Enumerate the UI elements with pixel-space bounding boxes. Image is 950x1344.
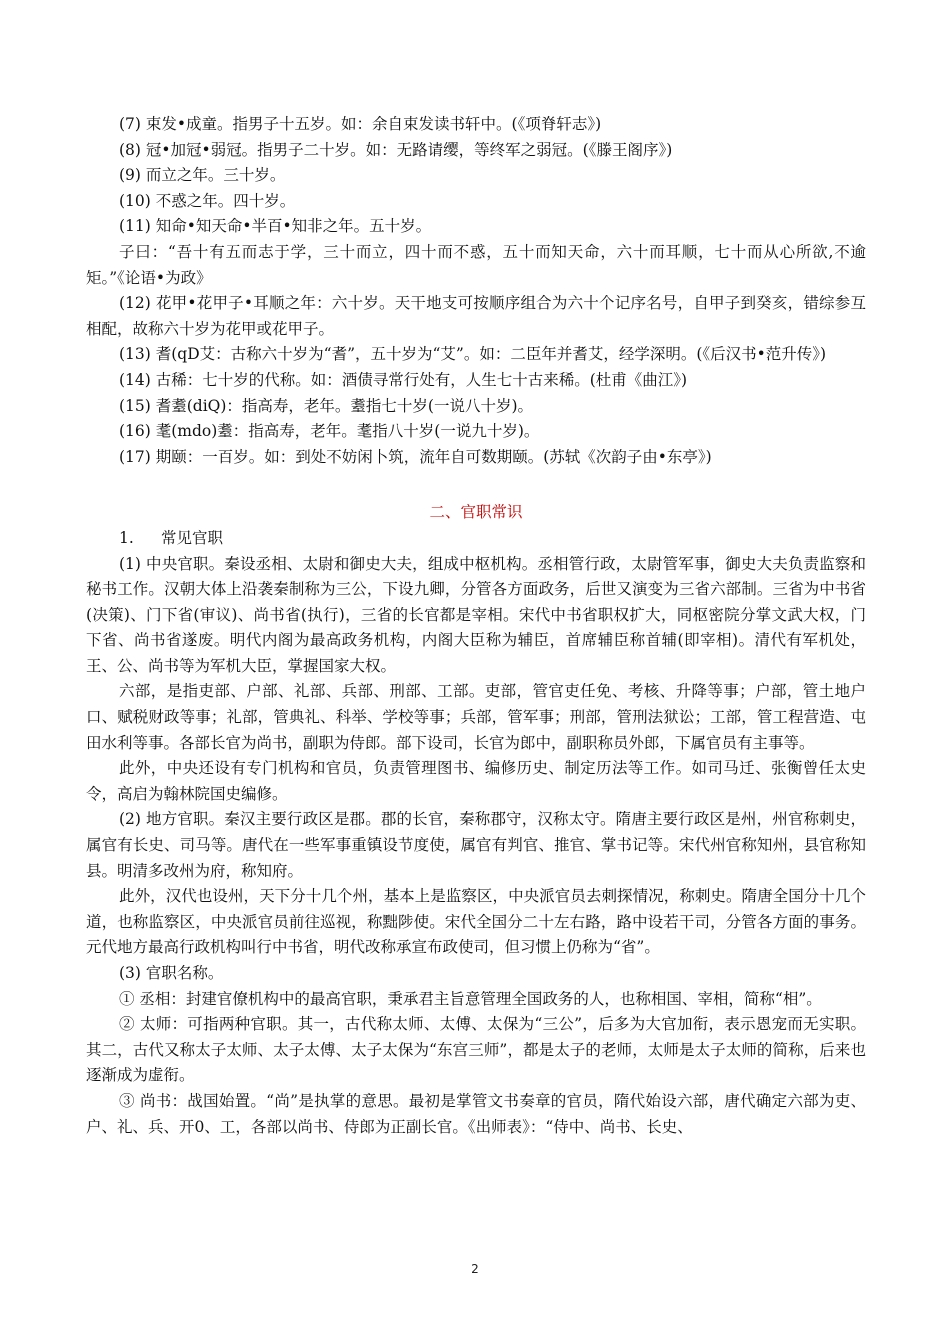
paragraph: (7) 束发•成童。指男子十五岁。如：余自束发读书轩中。(《项脊轩志》) — [119, 115, 602, 133]
paragraph: 此外，中央还设有专门机构和官员，负责管理图书、编修历史、制定历法等工作。如司马迁、张衡曾任太史令，高启为翰林院国史编修。 — [86, 759, 866, 803]
subheading-text: 常见官职 — [161, 528, 224, 547]
paragraph: (8) 冠•加冠•弱冠。指男子二十岁。如：无路请缨，等终军之弱冠。(《滕王阁序》) — [119, 140, 673, 159]
subheading — [86, 526, 866, 552]
section-heading: 二、官职常识 — [429, 503, 523, 522]
subheading-number: 1. — [119, 528, 134, 547]
paragraph: 六部，是指吏部、户部、礼部、兵部、刑部、工部。吏部，管官吏任免、考核、升降等事；户部，管土地户口、赋税财政等事；礼部，管典礼、科举、学校等事；兵部，管军事；刑部，管刑法狱讼；工部，管工程营造、屯田水利等事。各部长官为尚书，副职为侍郎。部下设司，长官为郎中，副职称员外郎，下属官员有主事等。 — [86, 682, 866, 752]
section-gap — [86, 470, 866, 500]
page-number: 2 — [471, 1262, 479, 1276]
paragraph: (1) 中央官职。秦设丞相、太尉和御史大夫，组成中枢机构。丞相管行政，太尉管军事，御史大夫负责监察和秘书工作。汉朝大体上沿袭秦制称为三公，下设九卿，分管各方面政务，后世又演变为三省六部制。三省为中书省(决策)、门下省(审议)、尚书省(执行)，三省的长官都是宰相。宋代中书省职权扩大，同枢密院分掌文武大权，门下省、尚书省遂废。明代内阁为最高政务机构，内阁大臣称为辅臣，首席辅臣称首辅(即宰相)。清代有军机处，王、公、尚书等为军机大臣，掌握国家大权。 — [86, 554, 866, 675]
paragraph: (9) 而立之年。三十岁。 — [119, 166, 286, 185]
paragraph: 此外，汉代也设州，天下分十几个州，基本上是监察区，中央派官员去刺探情况，称刺史。隋唐全国分十几个道，也称监察区，中央派官员前往巡视，称黜陟使。宋代全国分二十左右路，路中设若干司，分管各方面的事务。元代地方最高行政机构叫行中书省，明代改称承宣布政使司，但习惯上仍称为“省”。 — [86, 887, 866, 957]
paragraph: (11) 知命•知天命•半百•知非之年。五十岁。 — [119, 217, 432, 236]
paragraph: (16) 耄(mdo)耋：指高寿，老年。耄指八十岁(一说九十岁)。 — [119, 422, 540, 441]
page-content — [86, 112, 866, 1140]
paragraph: (10) 不惑之年。四十岁。 — [119, 191, 296, 210]
paragraph: (2) 地方官职。秦汉主要行政区是郡。郡的长官，秦称郡守，汉称太守。隋唐主要行政区是州，州官称刺史，属官有长史、司马等。唐代在一些军事重镇设节度使，属官有判官、推官、掌书记等。宋代州官称知州，县官称知县。明清多改州为府，称知府。 — [86, 810, 866, 880]
paragraph: (14) 古稀：七十岁的代称。如：酒债寻常行处有，人生七十古来稀。(杜甫《曲江》) — [119, 370, 688, 389]
paragraph: ③ 尚书：战国始置。“尚”是执掌的意思。最初是掌管文书奏章的官员，隋代始设六部，唐代确定六部为吏、户、礼、兵、开0、工，各部以尚书、侍郎为正副长官。《出师表》：“侍中、尚书、长史、 — [86, 1091, 866, 1136]
paragraph: 子曰：“吾十有五而志于学，三十而立，四十而不惑，五十而知天命，六十而耳顺，七十而从心所欲,不逾矩。”《论语•为政》 — [86, 242, 866, 287]
paragraph: ① 丞相：封建官僚机构中的最高官职，秉承君主旨意管理全国政务的人，也称相国、宰相，简称“相”。 — [119, 989, 822, 1008]
paragraph: (15) 耆耋(diQ)：指高寿，老年。耋指七十岁(一说八十岁)。 — [119, 396, 534, 415]
paragraph: ② 太师：可指两种官职。其一，古代称太师、太傅、太保为“三公”，后多为大官加衔，表示恩宠而无实职。其二，古代又称太子太师、太子太傅、太子太保为“东宫三师”，都是太子的老师，太师是太子太师的简称，后来也逐渐成为虚衔。 — [86, 1015, 866, 1085]
paragraph: (17) 期颐：一百岁。如：到处不妨闲卜筑，流年自可数期颐。(苏轼《次韵子由•东亭》) — [119, 447, 712, 466]
paragraph: (12) 花甲•花甲子•耳顺之年：六十岁。天干地支可按顺序组合为六十个记序名号，自甲子到癸亥，错综参互相配，故称六十岁为花甲或花甲子。 — [86, 294, 866, 338]
paragraph: (13) 耆(qD艾：古称六十岁为“耆”，五十岁为“艾”。如：二臣年并耆艾，经学深明。(《后汉书•范升传》) — [119, 345, 827, 364]
paragraph: (3) 官职名称。 — [119, 964, 224, 982]
